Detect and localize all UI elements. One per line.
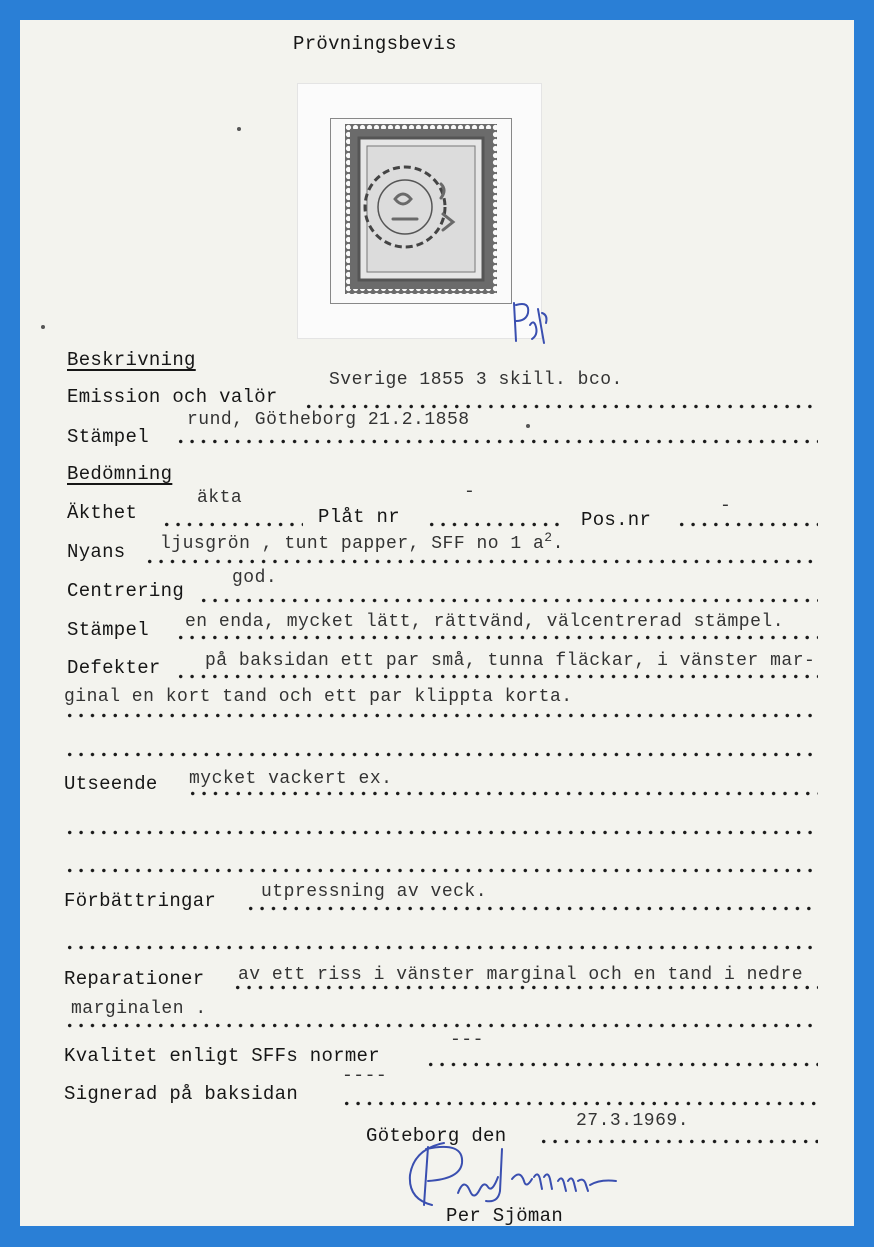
pos-label: Pos.nr	[581, 509, 652, 531]
certificate-title: Prövningsbevis	[293, 33, 457, 55]
stampel2-value: en enda, mycket lätt, rättvänd, välcentrerad stämpel.	[185, 612, 784, 632]
kvalitet-value: ---	[450, 1030, 484, 1050]
defekter-value-line2: ginal en kort tand och ett par klippta korta.	[64, 687, 573, 707]
plat-dotted-line	[426, 522, 566, 527]
forbattringar-dotted-line	[245, 906, 818, 911]
emission-value: Sverige 1855 3 skill. bco.	[329, 370, 623, 390]
emission-label: Emission och valör	[67, 386, 278, 408]
forbattringar-dotted-line-2	[64, 945, 818, 950]
emission-dotted-line	[303, 404, 818, 409]
kvalitet-label: Kvalitet enligt SFFs normer	[64, 1045, 380, 1067]
akthet-value: äkta	[197, 488, 243, 508]
utseende-label: Utseende	[64, 773, 158, 795]
reparationer-value-line1: av ett riss i vänster marginal och en tand i nedre	[238, 965, 804, 985]
akthet-label: Äkthet	[67, 502, 138, 524]
defekter-dotted-line	[175, 674, 818, 679]
signerad-value: ----	[342, 1066, 388, 1086]
plat-value: -	[464, 482, 476, 502]
section-heading-bedomning: Bedömning	[67, 463, 173, 485]
stampel-value: rund, Götheborg 21.2.1858	[187, 410, 470, 430]
paper-speck	[41, 325, 45, 329]
ort-label: Göteborg den	[366, 1125, 507, 1147]
centrering-label: Centrering	[67, 580, 185, 602]
stampel2-dotted-line	[175, 635, 818, 640]
postage-stamp-image	[345, 124, 497, 294]
reparationer-dotted-line-2	[64, 1023, 818, 1028]
signerad-dotted-line	[341, 1101, 818, 1106]
reparationer-dotted-line	[232, 985, 818, 990]
forbattringar-value: utpressning av veck.	[261, 882, 488, 902]
forbattringar-label: Förbättringar	[64, 890, 217, 912]
nyans-value-text: ljusgrön , tunt papper, SFF no 1 a	[160, 534, 545, 554]
nyans-value-superscript: 2	[544, 530, 553, 545]
pos-value: -	[720, 496, 732, 516]
signerad-label: Signerad på baksidan	[64, 1083, 299, 1105]
defekter-dotted-line-2	[64, 713, 818, 718]
stampel2-label: Stämpel	[67, 619, 149, 641]
centrering-value: god.	[232, 568, 278, 588]
defekter-label: Defekter	[67, 657, 161, 679]
stampel-label: Stämpel	[67, 426, 149, 448]
stampel-dotted-line	[175, 439, 818, 444]
nyans-dotted-line	[144, 559, 818, 564]
reparationer-label: Reparationer	[64, 968, 205, 990]
nyans-value-end: .	[552, 534, 564, 554]
utseende-dotted-line-3	[64, 868, 818, 873]
handwritten-signature	[400, 1135, 630, 1215]
datum-value: 27.3.1969.	[576, 1111, 690, 1131]
defekter-value-line1: på baksidan ett par små, tunna fläckar, i vänster mar-	[205, 651, 816, 671]
reparationer-value-line2: marginalen .	[71, 999, 207, 1019]
utseende-dotted-line	[187, 791, 818, 796]
nyans-label: Nyans	[67, 541, 126, 563]
signer-name: Per Sjöman	[446, 1205, 564, 1227]
plat-label: Plåt nr	[318, 506, 400, 528]
handwritten-initials	[508, 295, 552, 347]
paper-speck	[526, 424, 530, 428]
utseende-value: mycket vackert ex.	[189, 769, 393, 789]
kvalitet-dotted-line	[425, 1062, 818, 1067]
nyans-value	[160, 530, 564, 554]
utseende-dotted-line-2	[64, 830, 818, 835]
section-heading-beskrivning: Beskrivning	[67, 349, 196, 371]
defekter-dotted-line-3	[64, 752, 818, 757]
centrering-dotted-line	[198, 598, 818, 603]
akthet-dotted-line	[161, 522, 303, 527]
paper-speck	[237, 127, 241, 131]
pos-dotted-line	[676, 522, 818, 527]
